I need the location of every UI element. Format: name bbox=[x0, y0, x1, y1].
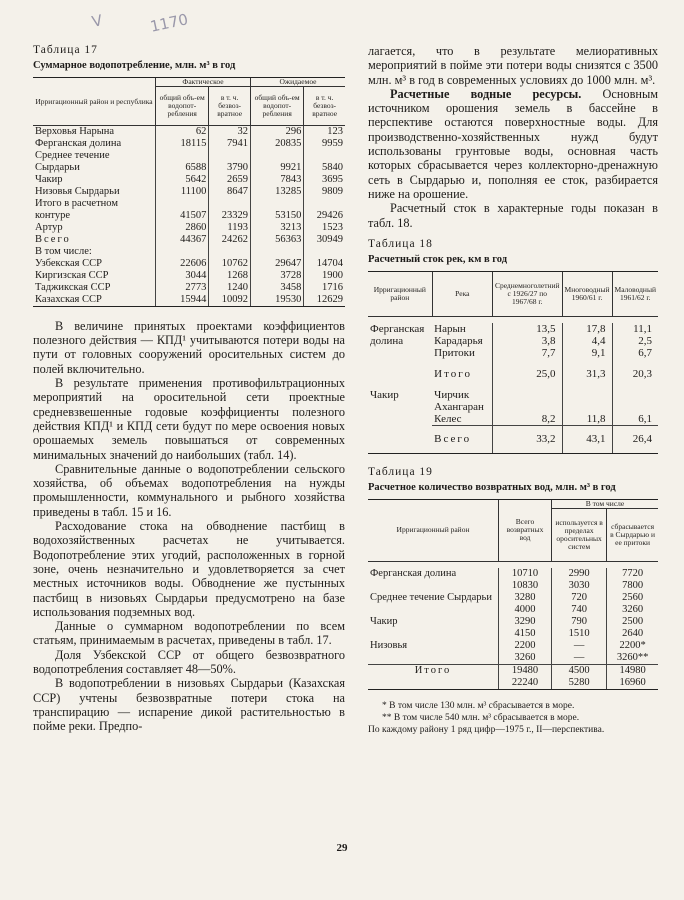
table18-head-region: Ирригационный район bbox=[368, 271, 432, 316]
table18-chakir: Чакир bbox=[370, 388, 399, 401]
table19-cell: 14980 bbox=[607, 664, 658, 677]
table17-cell bbox=[304, 150, 345, 162]
table17-row-label: Верховья Нарына bbox=[35, 125, 115, 137]
table17-cell bbox=[250, 150, 303, 162]
table19-row bbox=[368, 592, 658, 604]
footnote-3: По каждому району 1 ряд цифр—1975 г., II—перспектива. bbox=[368, 724, 605, 735]
table18-itogo: Итого bbox=[434, 367, 473, 380]
table19-cell: 4000 bbox=[499, 604, 552, 616]
table17-cell: 6588 bbox=[156, 162, 209, 174]
table17-row-label: Ферганская долина bbox=[35, 137, 122, 149]
footnote-2: ** В том числе 540 млн. м³ сбрасывается в море. bbox=[382, 712, 580, 723]
left-paragraph: В водопотреблении в низовьях Сырдарьи (Казахская ССР) учтены безвозвратные потери стока на транспирацию — испарение дикой растительностью в пойме реки. Предпо- bbox=[33, 676, 345, 734]
table17-cell: 5840 bbox=[304, 162, 345, 174]
table17-row bbox=[33, 150, 345, 162]
table17-cell: 18115 bbox=[156, 138, 209, 150]
table17-head-total-2: общий объ-ем водопот-ребления bbox=[250, 86, 303, 125]
table19-cell: 19480 bbox=[499, 664, 552, 677]
table17-head-incl-1: в т. ч. безвоз-вратное bbox=[209, 86, 251, 125]
table19-cell: — bbox=[552, 652, 607, 665]
table17-caption: Таблица 17 bbox=[33, 44, 98, 56]
table19-itogo bbox=[368, 677, 499, 690]
table17-cell: 3728 bbox=[250, 270, 303, 282]
table18-cell: 9,1 bbox=[562, 347, 612, 359]
table19-head-used: используется в пределах оросительных систем bbox=[552, 508, 607, 561]
table17-title: Суммарное водопотребление, млн. м³ в год bbox=[33, 60, 236, 71]
table17-cell: 2860 bbox=[156, 222, 209, 234]
table19 bbox=[368, 499, 658, 690]
table18-cell: 7,7 bbox=[492, 347, 562, 359]
table19-head-dump: сбрасывается в Сырдарью и ее притоки bbox=[607, 508, 658, 561]
right-column bbox=[368, 44, 658, 736]
table19-cell: 3280 bbox=[499, 592, 552, 604]
table18-river: Чирчик bbox=[434, 388, 470, 401]
table17-cell: 56363 bbox=[250, 234, 303, 246]
table18 bbox=[368, 271, 658, 454]
table17-row bbox=[33, 294, 345, 307]
table17-cell: 1523 bbox=[304, 222, 345, 234]
table17-cell: 22606 bbox=[156, 258, 209, 270]
table19-row bbox=[368, 580, 658, 592]
left-paragraph: В величине принятых проектами коэффициентов полезного действия — КПД¹ учитываются потери воды на пути от головных сооружений оросительных систем до полей включительно. bbox=[33, 318, 345, 376]
table19-row bbox=[368, 640, 658, 652]
table19-row bbox=[368, 628, 658, 640]
table19-cell: 2640 bbox=[607, 628, 658, 640]
table19-cell: 2200* bbox=[607, 640, 658, 652]
table19-cell: 3290 bbox=[499, 616, 552, 628]
table19-cell: 1510 bbox=[552, 628, 607, 640]
table19-cell: 740 bbox=[552, 604, 607, 616]
table17-cell: 3213 bbox=[250, 222, 303, 234]
table17-cell bbox=[209, 198, 251, 210]
table19-cell: 10830 bbox=[499, 580, 552, 592]
table17-cell: 24262 bbox=[209, 234, 251, 246]
table19-cell: 7720 bbox=[607, 568, 658, 580]
table19-row bbox=[368, 652, 658, 665]
table17-cell: 9921 bbox=[250, 162, 303, 174]
table17-cell: 29426 bbox=[304, 210, 345, 222]
table17-row bbox=[33, 234, 345, 246]
table18-cell: 3,8 bbox=[492, 335, 562, 347]
table19-row-label: Чакир bbox=[370, 615, 398, 627]
table18-cell: 2,5 bbox=[612, 335, 658, 347]
table17-row bbox=[33, 222, 345, 234]
table17-cell: 12629 bbox=[304, 294, 345, 307]
table17-cell: 3695 bbox=[304, 174, 345, 186]
table17-row-label: Низовья Сырдарьи bbox=[35, 185, 120, 197]
table17-cell: 3044 bbox=[156, 270, 209, 282]
table18-cell: 6,1 bbox=[612, 413, 658, 426]
table17-cell bbox=[304, 246, 345, 258]
table17-row bbox=[33, 258, 345, 270]
table17-cell: 30949 bbox=[304, 234, 345, 246]
table17-cell: 9959 bbox=[304, 138, 345, 150]
table19-cell: 10710 bbox=[499, 568, 552, 580]
table17-cell: 7941 bbox=[209, 138, 251, 150]
table19-row-label bbox=[368, 628, 499, 640]
table19-itogo: Итого bbox=[368, 664, 499, 677]
table18-cell: 8,2 bbox=[492, 413, 562, 426]
table17-cell bbox=[156, 246, 209, 258]
page-number: 29 bbox=[336, 842, 348, 854]
table17-row-label: Таджикская ССР bbox=[35, 281, 111, 293]
table19-head-incl: В том числе bbox=[552, 499, 659, 508]
table18-cell: 4,4 bbox=[562, 335, 612, 347]
table19-total-row bbox=[368, 677, 658, 690]
table18-cell: 31,3 bbox=[562, 359, 612, 389]
table17-cell: 123 bbox=[304, 125, 345, 138]
table19-cell: 790 bbox=[552, 616, 607, 628]
table17-cell: 3458 bbox=[250, 282, 303, 294]
table18-fergana: Ферганская долина bbox=[370, 322, 425, 347]
table18-title: Расчетный сток рек, км в год bbox=[368, 253, 508, 265]
table19-cell: 4150 bbox=[499, 628, 552, 640]
table18-cell: 33,2 bbox=[492, 425, 562, 453]
table17-row bbox=[33, 270, 345, 282]
table17-cell: 15944 bbox=[156, 294, 209, 307]
table17-row bbox=[33, 174, 345, 186]
table19-cell: — bbox=[552, 640, 607, 652]
table19-cell: 2560 bbox=[607, 592, 658, 604]
table19-row bbox=[368, 616, 658, 628]
table17-row-label: Киргизская ССР bbox=[35, 269, 109, 281]
table19-cell: 22240 bbox=[499, 677, 552, 690]
table17-cell: 23329 bbox=[209, 210, 251, 222]
left-paragraph: Доля Узбекской ССР от общего безвозвратного водопотребления составляет 48—50%. bbox=[33, 647, 345, 676]
table17-cell bbox=[156, 198, 209, 210]
table17-row-label: Среднее течение bbox=[35, 149, 110, 161]
table19-row-label bbox=[368, 652, 499, 665]
table17-cell: 14704 bbox=[304, 258, 345, 270]
table19-row-label bbox=[368, 580, 499, 592]
left-paragraph: Сравнительные данные о водопотреблении сельского хозяйства, об объемах водопотребления на нужды промышленности, коммунального и рыбного хозяйства приведены в табл. 15 и 16. bbox=[33, 461, 345, 519]
table19-row-label: Низовья bbox=[370, 639, 408, 651]
table19-cell: 5280 bbox=[552, 677, 607, 690]
left-column bbox=[33, 44, 345, 733]
table17-cell: 1240 bbox=[209, 282, 251, 294]
table19-cell: 2200 bbox=[499, 640, 552, 652]
table17-cell: 9809 bbox=[304, 186, 345, 198]
table17-head-incl-2: в т. ч. безвоз-вратное bbox=[304, 86, 345, 125]
table17-row-label: Всего bbox=[35, 233, 71, 245]
table18-cell: 6,7 bbox=[612, 347, 658, 359]
table17-cell bbox=[304, 198, 345, 210]
left-paragraph: В результате применения противофильтрационных мероприятий на оросительной сети проектные средневзвешенные годовые коэффициенты полезного действия КПД¹ и КПД сети будут по мере освоения новых орошаемых земель повышаться от современных минимальных значений до наибольших (табл. 14). bbox=[33, 376, 345, 462]
table19-row-label: Среднее течение Сырдарьи bbox=[370, 591, 492, 603]
table18-river: Притоки bbox=[434, 346, 475, 359]
table18-cell: 17,8 bbox=[562, 323, 612, 335]
table17-cell: 41507 bbox=[156, 210, 209, 222]
table18-cell: 11,8 bbox=[562, 413, 612, 426]
table19-title: Расчетное количество возвратных вод, млн. м³ в год bbox=[368, 481, 616, 493]
pencil-mark-v: V bbox=[90, 11, 105, 31]
table17-cell: 13285 bbox=[250, 186, 303, 198]
pencil-mark-number: 1170 bbox=[148, 10, 190, 36]
table17-cell: 1900 bbox=[304, 270, 345, 282]
table18-cell: 11,1 bbox=[612, 323, 658, 335]
resources-text: Основным источником орошения земель в бассейне в перспективе остаются поверхностные воды. Для производственно-хозяйственных нужд будут использованы грунтовые воды, основная часть которых сбрасывается через коллекторно-дренажную сеть в Сырдарью и, пополняя ее сток, разбирается ниже на орошение. bbox=[368, 86, 658, 201]
left-paragraph: Данные о суммарном водопотреблении по всем статьям, принимаемым в расчетах, приведены в табл. 17. bbox=[33, 619, 345, 648]
table17-row bbox=[33, 162, 345, 174]
table17-cell: 5642 bbox=[156, 174, 209, 186]
table17-head-actual: Фактическое bbox=[156, 78, 251, 87]
left-body-text bbox=[33, 319, 345, 734]
table17-cell: 11100 bbox=[156, 186, 209, 198]
table17-cell: 3790 bbox=[209, 162, 251, 174]
table17-cell: 1268 bbox=[209, 270, 251, 282]
table17-cell: 19530 bbox=[250, 294, 303, 307]
table17-head-expected: Ожидаемое bbox=[250, 78, 345, 87]
table18-caption: Таблица 18 bbox=[368, 237, 433, 250]
table18-cell: 43,1 bbox=[562, 425, 612, 453]
right-paragraph-3: Расчетный сток в характерные годы показан в табл. 18. bbox=[368, 201, 658, 230]
table17-row-label: Чакир bbox=[35, 173, 63, 185]
table18-river: Ахангаран bbox=[434, 400, 484, 413]
table17-cell: 8647 bbox=[209, 186, 251, 198]
table18-head-river: Река bbox=[432, 271, 492, 316]
table19-total-row bbox=[368, 664, 658, 677]
table17-row bbox=[33, 282, 345, 294]
table18-cell: 20,3 bbox=[612, 359, 658, 389]
table17-cell bbox=[156, 150, 209, 162]
table17-cell: 1193 bbox=[209, 222, 251, 234]
table18-vsego: Всего bbox=[432, 425, 492, 453]
table19-head-total: Всего возвратных вод bbox=[499, 499, 552, 561]
table17-row bbox=[33, 186, 345, 198]
table19-head-region: Ирригационный район bbox=[368, 499, 499, 561]
table17-cell: 7843 bbox=[250, 174, 303, 186]
right-paragraph-2 bbox=[368, 87, 658, 201]
table17-cell: 296 bbox=[250, 125, 303, 138]
table18-cell: 25,0 bbox=[492, 359, 562, 389]
table17-cell bbox=[209, 246, 251, 258]
table17-cell: 62 bbox=[156, 125, 209, 138]
table17-row-label: Казахская ССР bbox=[33, 294, 156, 307]
table18-river: Карадарья bbox=[434, 334, 483, 347]
table17 bbox=[33, 77, 345, 307]
table19-cell: 3260** bbox=[607, 652, 658, 665]
table17-head-total-1: общий объ-ем водопот-ребления bbox=[156, 86, 209, 125]
table19-cell: 7800 bbox=[607, 580, 658, 592]
table18-head-mean: Среднемноголетний с 1926/27 по 1967/68 г. bbox=[492, 271, 562, 316]
footnote-1: * В том числе 130 млн. м³ сбрасывается в море. bbox=[382, 700, 575, 711]
left-paragraph: Расходование стока на обводнение пастбищ в водохозяйственных расчетах не учитывается. Водопотребление этих угодий, расположенных в горной зоне, очень незначительно и удовлетворяется за счет местных источников воды. Обводнение же пустынных пастбищ в низовьях Сырдарьи предусмотрено на базе использования подземных вод. bbox=[33, 519, 345, 619]
table17-cell bbox=[250, 198, 303, 210]
table19-cell: 3030 bbox=[552, 580, 607, 592]
table17-row bbox=[33, 246, 345, 258]
table17-row-label: Итого в расчетном bbox=[35, 197, 118, 209]
table17-cell: 32 bbox=[209, 125, 251, 138]
resources-heading: Расчетные водные ресурсы. bbox=[390, 86, 582, 101]
table19-cell: 3260 bbox=[499, 652, 552, 665]
table19-cell: 2500 bbox=[607, 616, 658, 628]
table19-caption: Таблица 19 bbox=[368, 465, 433, 478]
table17-row-label: Артур bbox=[35, 221, 63, 233]
table18-head-dry: Маловодный 1961/62 г. bbox=[612, 271, 658, 316]
table17-cell: 53150 bbox=[250, 210, 303, 222]
table17-cell bbox=[250, 246, 303, 258]
table17-cell bbox=[209, 150, 251, 162]
table18-river: Келес bbox=[434, 412, 462, 425]
table17-head-region: Ирригационный район и республика bbox=[33, 78, 156, 126]
table19-cell: 16960 bbox=[607, 677, 658, 690]
table19-cell: 720 bbox=[552, 592, 607, 604]
right-paragraph-1: лагается, что в результате мелиоративных мероприятий в пойме эти потери воды снизятся с 3500 млн. м³ в год в современных условиях до 1000 млн. м³. bbox=[368, 44, 658, 87]
table18-head-wet: Многоводный 1960/61 г. bbox=[562, 271, 612, 316]
table17-row-label: контуре bbox=[35, 209, 71, 221]
table17-cell: 20835 bbox=[250, 138, 303, 150]
table19-row bbox=[368, 568, 658, 580]
table17-row bbox=[33, 198, 345, 210]
table17-row-label: Сырдарьи bbox=[35, 161, 80, 173]
table19-row-label bbox=[368, 604, 499, 616]
table17-row-label: Узбекская ССР bbox=[35, 257, 102, 269]
table17-cell: 1716 bbox=[304, 282, 345, 294]
table17-row bbox=[33, 125, 345, 138]
table17-row bbox=[33, 138, 345, 150]
table17-cell: 2773 bbox=[156, 282, 209, 294]
table18-river: Нарын bbox=[434, 322, 466, 335]
table17-cell: 44367 bbox=[156, 234, 209, 246]
table19-cell: 2990 bbox=[552, 568, 607, 580]
table18-cell: 13,5 bbox=[492, 323, 562, 335]
table17-cell: 2659 bbox=[209, 174, 251, 186]
table19-row-label: Ферганская долина bbox=[370, 567, 457, 579]
table18-cell: 26,4 bbox=[612, 425, 658, 453]
table17-row bbox=[33, 210, 345, 222]
table19-cell: 3260 bbox=[607, 604, 658, 616]
table19-row bbox=[368, 604, 658, 616]
table19-cell: 4500 bbox=[552, 664, 607, 677]
table17-cell: 29647 bbox=[250, 258, 303, 270]
table17-cell: 10762 bbox=[209, 258, 251, 270]
table17-row-label: В том числе: bbox=[35, 245, 92, 257]
table17-cell: 10092 bbox=[209, 294, 251, 307]
